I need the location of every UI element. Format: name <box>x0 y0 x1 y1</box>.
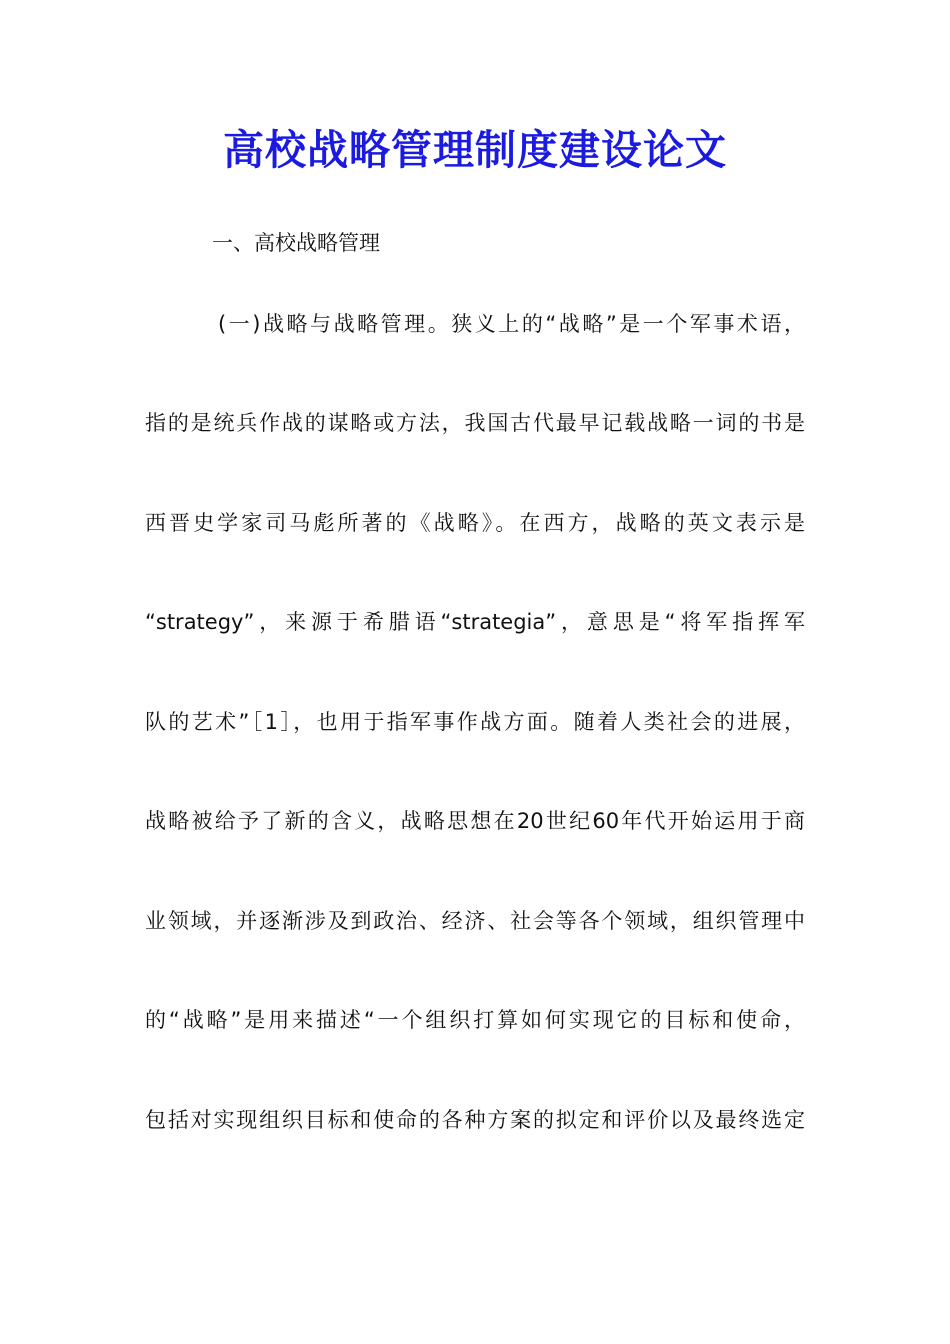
paragraph-line-6: 战略被给予了新的含义，战略思想在20世纪60年代开始运用于商 <box>145 809 805 833</box>
document-title: 高校战略管理制度建设论文 <box>223 126 727 174</box>
section-heading: 一、高校战略管理 <box>212 231 380 255</box>
paragraph-line-9: 包括对实现组织目标和使命的各种方案的拟定和评价以及最终选定 <box>145 1108 805 1132</box>
paragraph-line-5: 队的艺术”［1］，也用于指军事作战方面。随着人类社会的进展， <box>145 710 805 734</box>
paragraph-line-4: “strategy”，来源于希腊语“strategia”，意思是“将军指挥军 <box>145 610 805 634</box>
paragraph-line-2: 指的是统兵作战的谋略或方法，我国古代最早记载战略一词的书是 <box>145 411 805 435</box>
paragraph-line-8: 的“战略”是用来描述“一个组织打算如何实现它的目标和使命， <box>145 1008 805 1032</box>
paragraph-line-3: 西晋史学家司马彪所著的《战略》。在西方，战略的英文表示是 <box>145 511 805 535</box>
paragraph-line-1: (一)战略与战略管理。狭义上的“战略”是一个军事术语， <box>218 312 805 336</box>
paragraph-line-7: 业领域，并逐渐涉及到政治、经济、社会等各个领域，组织管理中 <box>145 909 805 933</box>
